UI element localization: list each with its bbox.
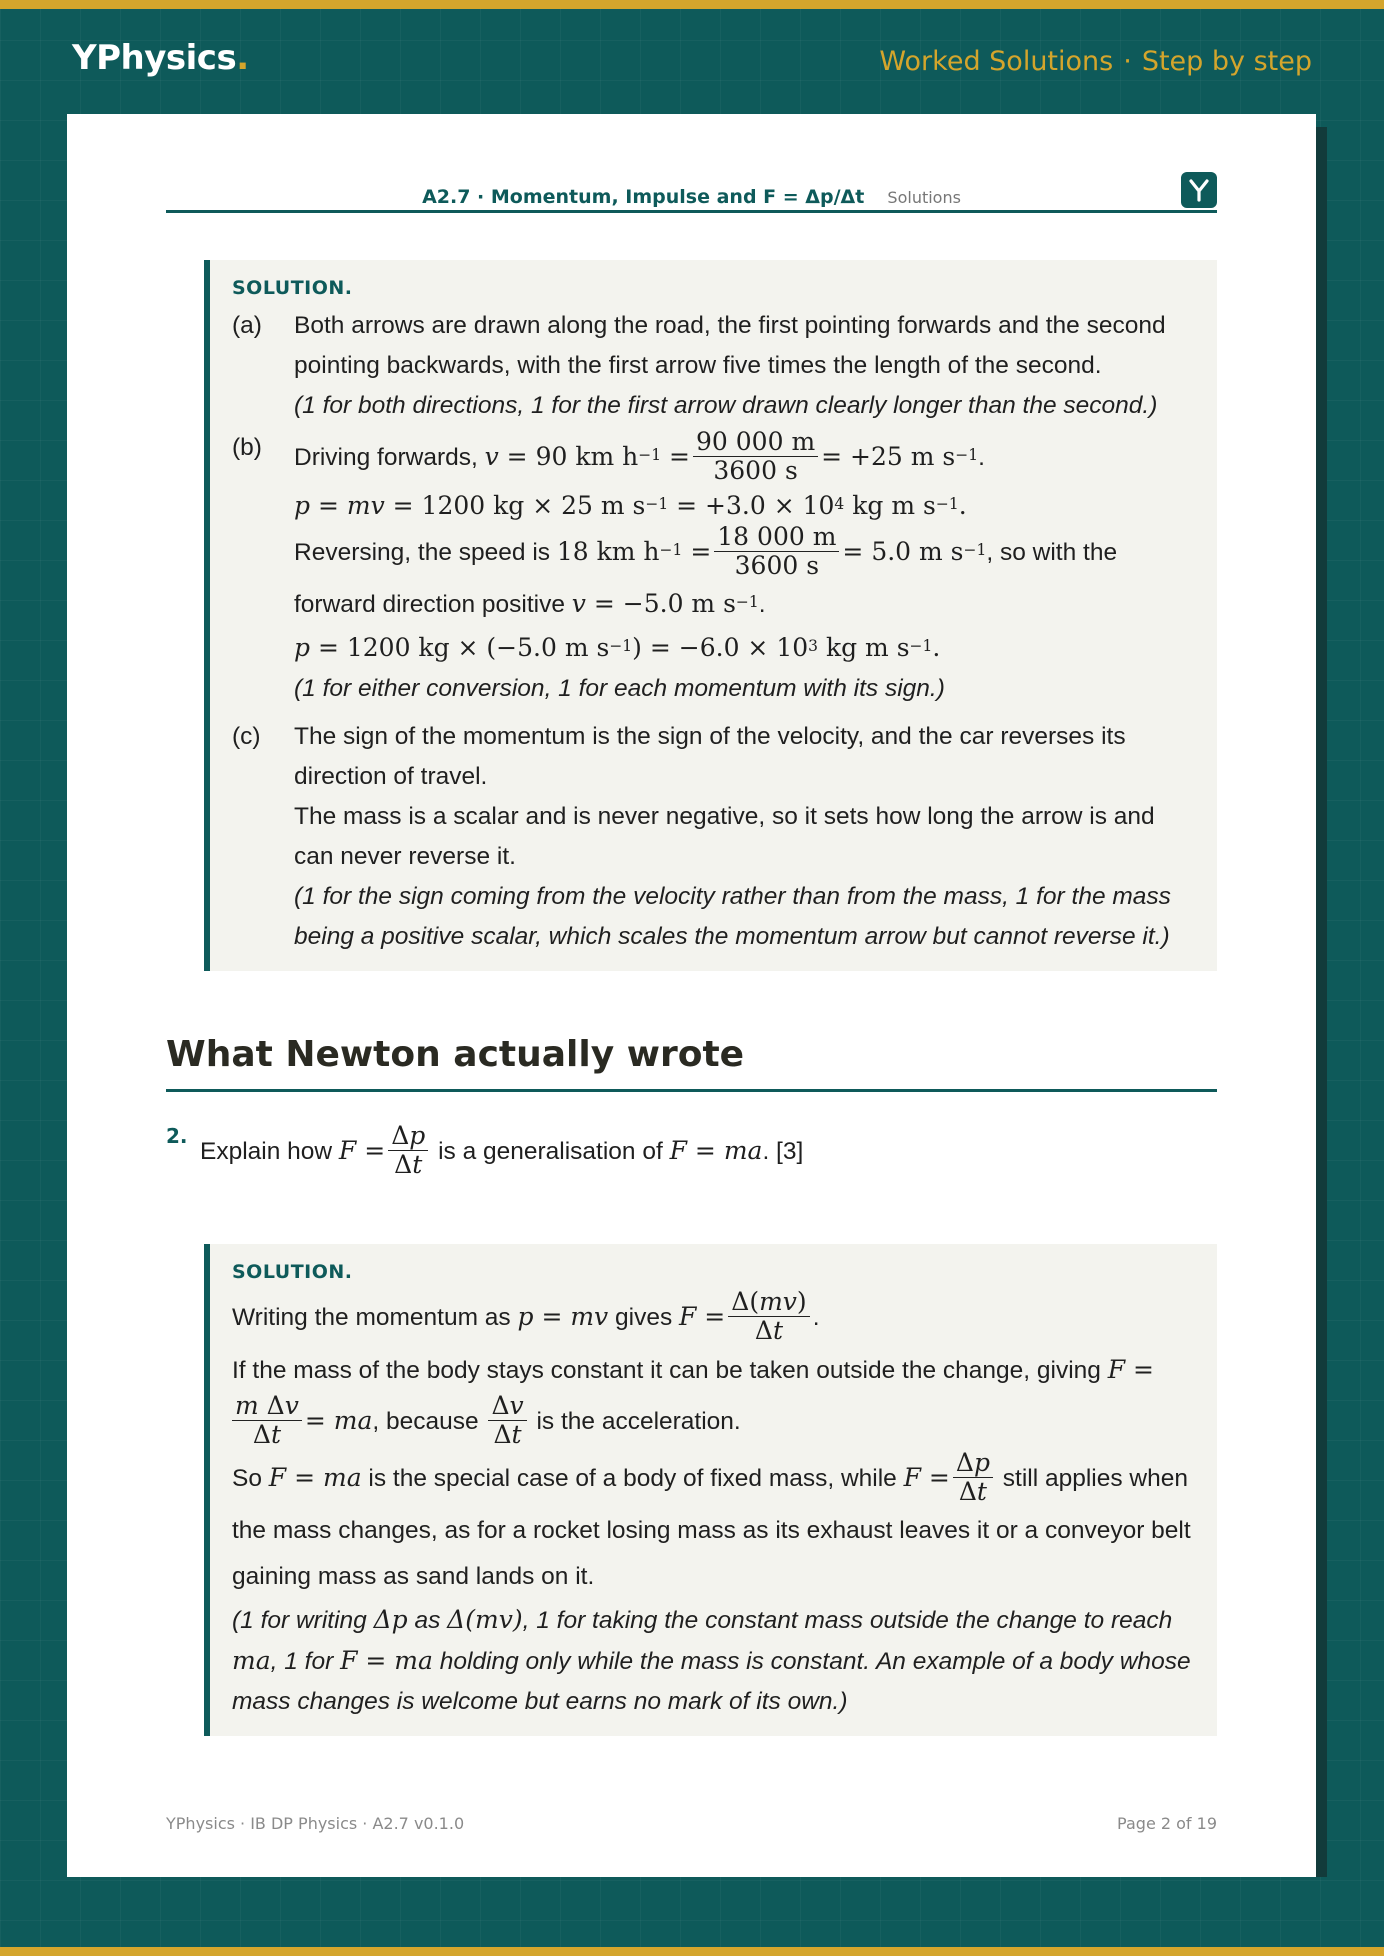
question-2 [166,1121,1217,1181]
solution-box-2 [204,1244,1217,1736]
question-text: Explain how F = $\frac{\Delta p}{\Delta t}$ is a generalisation of F = ma. [3] [200,1121,804,1179]
solution2-line-2: If the mass of the body stays constant it can be taken outside the change, giving F = $\frac{\text{m Δv}}{\Delta t}$ = ma, because $\frac{\Delta v}{\Delta t}$ is the acceleration. [232,1355,1154,1449]
part-c-marks: (1 for the sign coming from the velocity rather than from the mass, 1 for the mass being a positive scalar, which scales the momentum arrow but cannot reverse it.) [294,883,1171,950]
part-label: (c) [232,723,261,750]
solution-part-c [232,717,1193,957]
solution-part-b [232,427,1193,709]
solution-box-1 [204,260,1217,971]
section-heading: What Newton actually wrote [166,1034,1217,1092]
document-page [67,114,1316,1877]
solution2-line-3: So F = ma is the special case of a body of fixed mass, while F = $\frac{\Delta p}{\Delta t}$ still applies when the mass changes, as for a rocket losing mass as its exhaust leaves it or a conveyor belt gaining mass as sand lands on it. [232,1448,1191,1590]
solution-heading: SOLUTION. [232,277,353,299]
solution-part-a [232,306,1193,426]
part-b-line-2: p = mv = 1200 kg × 25 m $s^{-1} = +3.0 \times 10^4$ kg m $s^{-1}$. [294,491,967,520]
top-accent-bar [0,0,1384,9]
runhead-subtitle: Solutions [887,188,961,207]
part-b-line-4: p = 1200 kg × (−5.0 m $s^{-1}) = -6.0 \times 10^3$ kg m $s^{-1}$. [294,633,941,662]
site-logo[interactable]: YPhysics. [72,38,249,78]
part-a-text: Both arrows are drawn along the road, the first pointing forwards and the second pointing backwards, with the first arrow five times the length of the second. [294,312,1166,379]
y-logo-icon [1181,172,1217,208]
part-c-text-2: The mass is a scalar and is never negative, so it sets how long the arrow is and can never reverse it. [294,803,1155,870]
part-label: (a) [232,312,262,339]
part-a-marks: (1 for both directions, 1 for the first arrow drawn clearly longer than the second.) [294,392,1158,419]
solution2-marks: (1 for writing Δp as Δ(mv), 1 for taking the constant mass outside the change to reach ma, 1 for F = ma holding only while the mass is constant. An example of a body whose mass changes is welcome but earns no mark of its own.) [232,1605,1191,1715]
part-label: (b) [232,434,262,461]
part-b-line-1: Driving forwards, v = 90 km $h^{-1}$ = $\frac{90 000 m}{3600 s}$ = +25 m $s^{-1}$. [294,427,985,485]
site-tagline: Worked Solutions · Step by step [879,46,1312,77]
page-number: Page 2 of 19 [1117,1814,1217,1833]
part-c-text-1: The sign of the momentum is the sign of the velocity, and the car reverses its direction of travel. [294,723,1126,790]
part-b-marks: (1 for either conversion, 1 for each momentum with its sign.) [294,675,945,702]
solution2-line-1: Writing the momentum as p = mv gives F = $\frac{\Delta(mv)}{\Delta t}$ . [232,1287,820,1345]
question-number: 2. [166,1124,188,1148]
runhead-title: A2.7 · Momentum, Impulse and F = Δp/Δt [422,186,865,208]
solution-heading: SOLUTION. [232,1261,353,1283]
bottom-accent-bar [0,1947,1384,1956]
running-header [166,172,1217,213]
footer-left: YPhysics · IB DP Physics · A2.7 v0.1.0 [166,1814,465,1833]
part-b-line-3: Reversing, the speed is 18 km $h^{-1}$ = $\frac{18 000 m}{3600 s}$ = 5.0 m $s^{-1}$, so with the forward direction positive v = −5.0 m $s^{-1}$. [294,522,1118,618]
